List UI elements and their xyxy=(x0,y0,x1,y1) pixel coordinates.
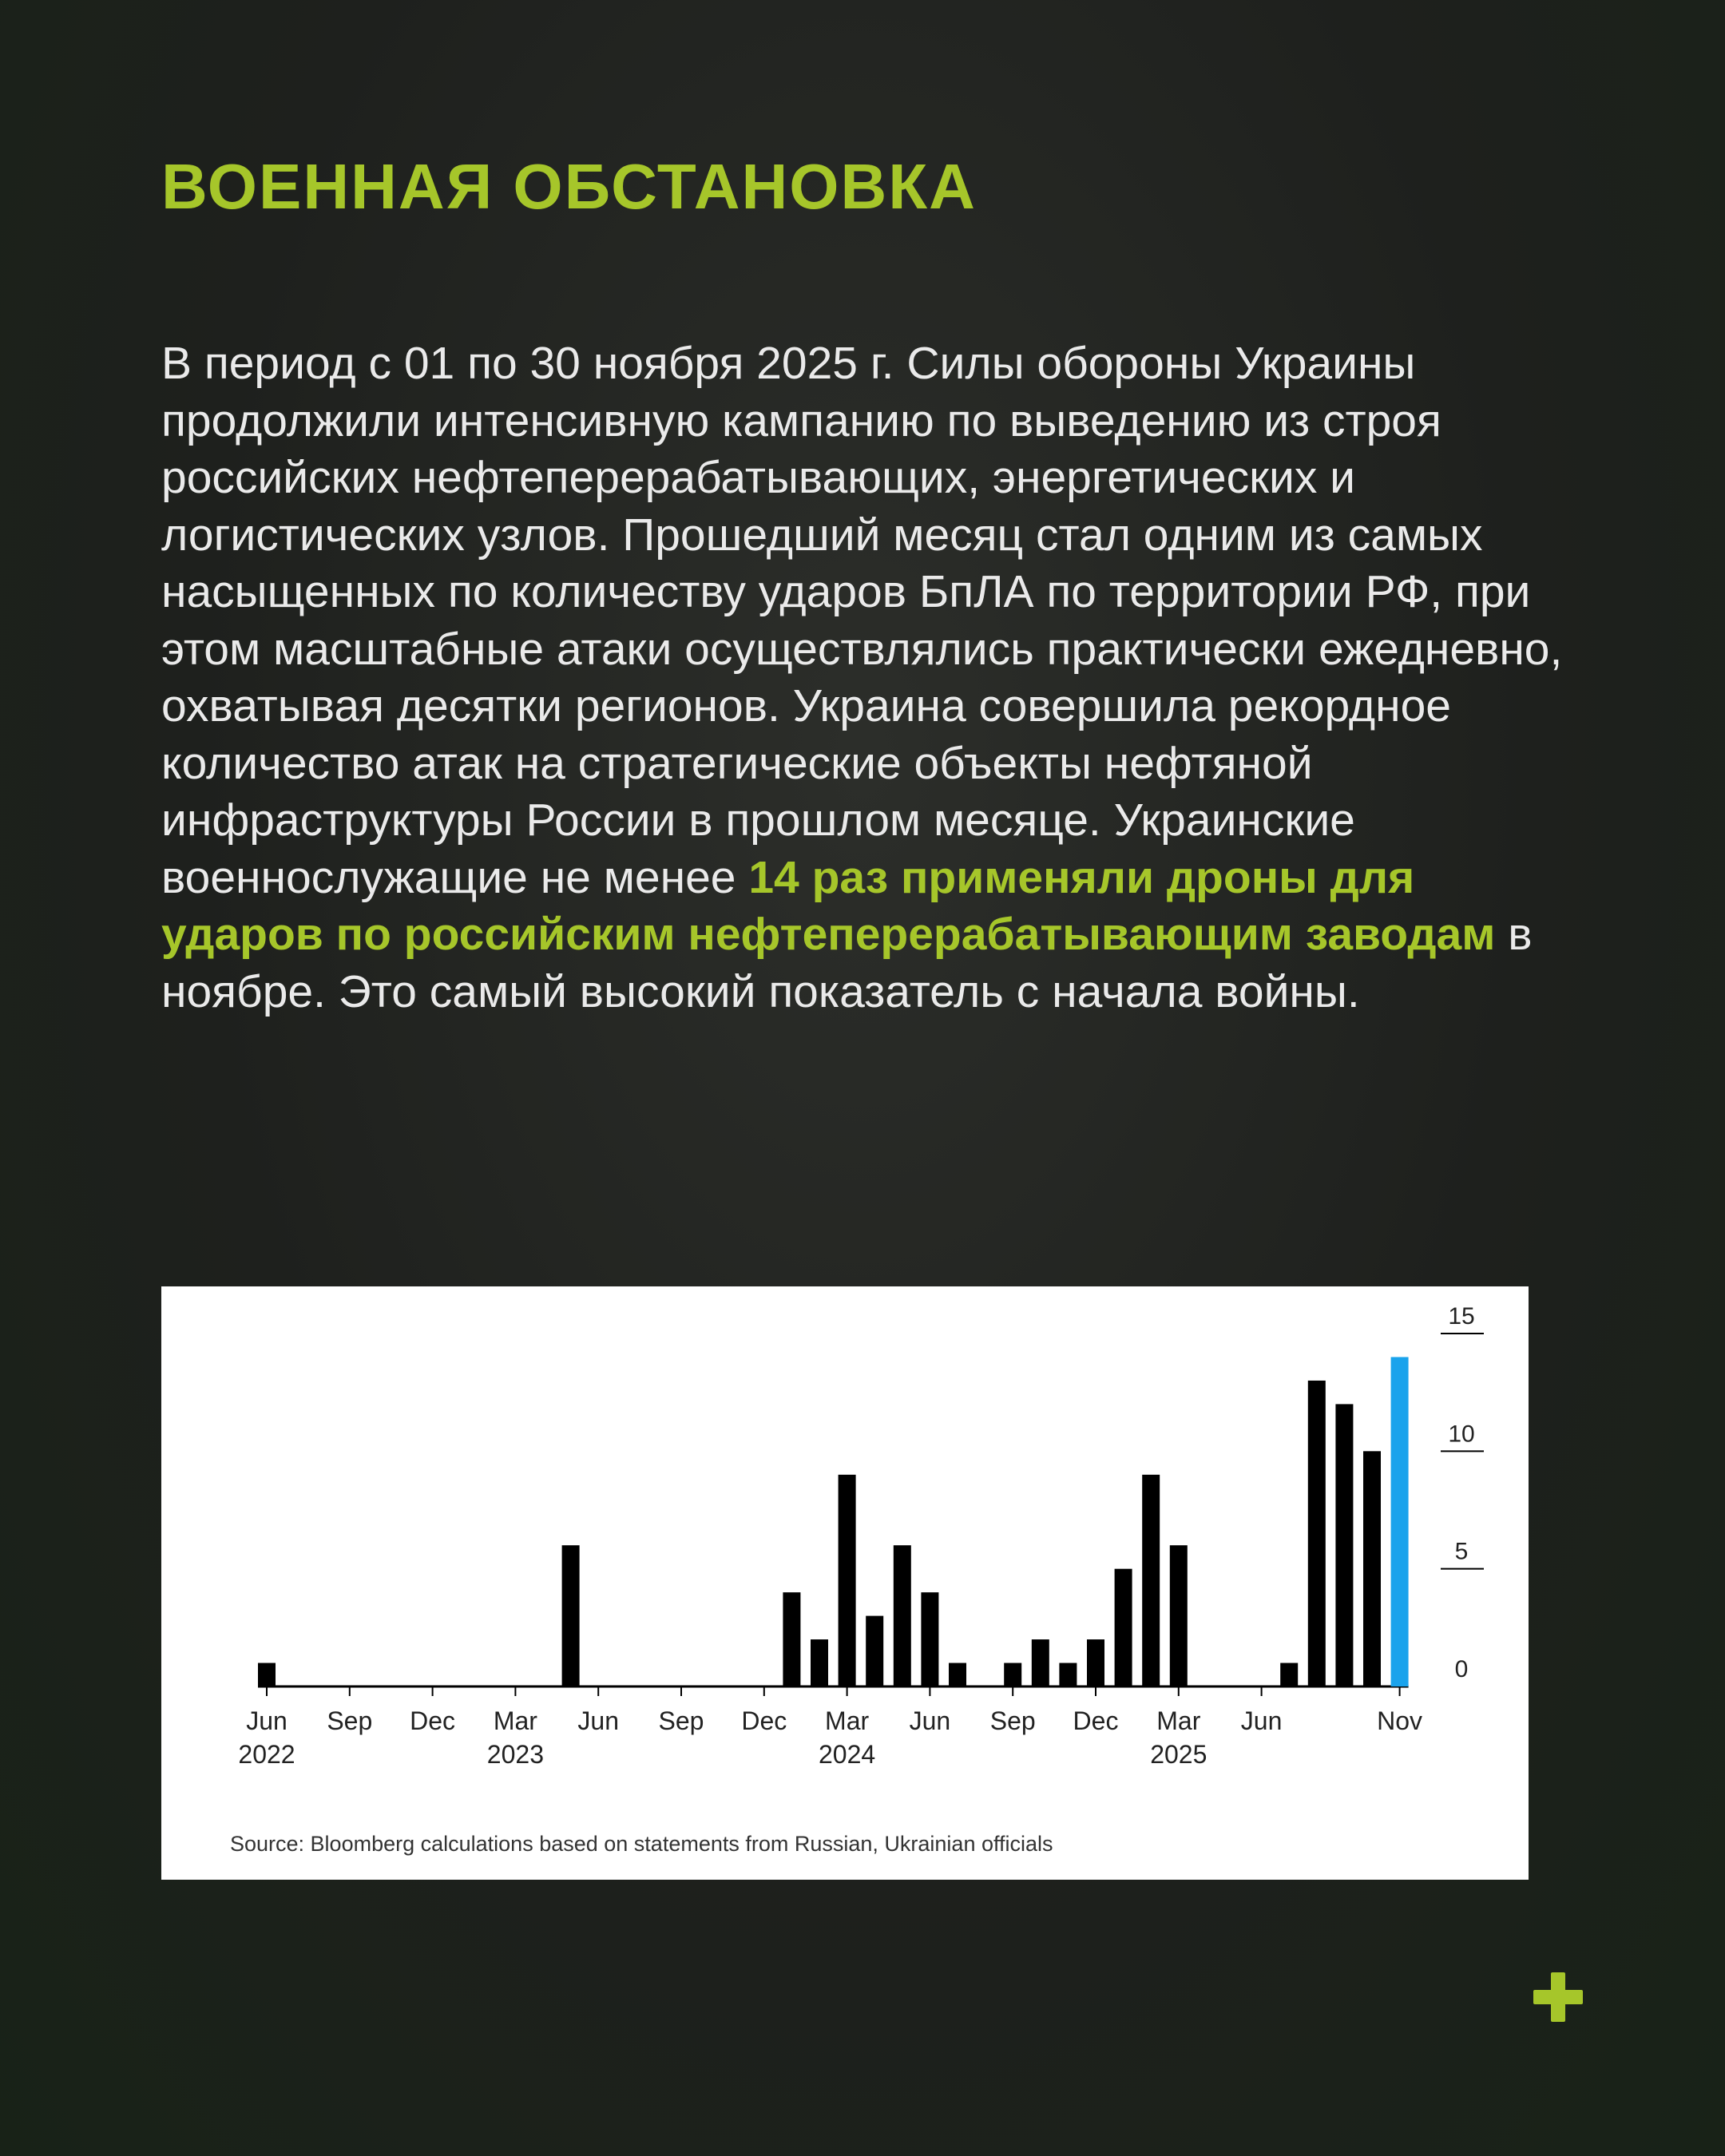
y-tick-label: 5 xyxy=(1454,1538,1469,1565)
x-tick-label: Sep xyxy=(989,1706,1036,1735)
chart-bar xyxy=(1142,1475,1160,1686)
page-title: ВОЕННАЯ ОБСТАНОВКА xyxy=(161,151,977,222)
x-tick-label: Jun xyxy=(246,1706,288,1735)
chart-bar xyxy=(1115,1569,1132,1686)
chart-bar xyxy=(1308,1381,1326,1686)
chart-bar xyxy=(894,1545,911,1686)
chart-bar xyxy=(949,1663,966,1686)
x-tick-label: Mar xyxy=(825,1706,870,1735)
chart-bar xyxy=(921,1592,938,1686)
x-tick-label: Mar xyxy=(493,1706,537,1735)
chart-bar xyxy=(783,1592,800,1686)
x-tick-year-label: 2022 xyxy=(238,1740,295,1769)
chart-bar xyxy=(562,1545,580,1686)
x-tick-year-label: 2025 xyxy=(1150,1740,1208,1769)
y-tick-label: 0 xyxy=(1454,1656,1469,1682)
body-highlight: 14 раз применяли дроны для ударов по российским нефтеперерабатывающим заводам xyxy=(161,851,1496,960)
x-tick-label: Dec xyxy=(741,1706,787,1735)
body-paragraph xyxy=(161,335,1567,1021)
chart-bar xyxy=(1059,1663,1077,1686)
x-tick-label: Dec xyxy=(410,1706,456,1735)
strike-chart xyxy=(161,1286,1529,1880)
chart-bar xyxy=(258,1663,276,1686)
chart-bar xyxy=(1335,1404,1353,1686)
x-tick-year-label: 2023 xyxy=(486,1740,544,1769)
x-tick-label: Mar xyxy=(1156,1706,1201,1735)
chart-card xyxy=(161,1286,1529,1880)
chart-bar xyxy=(1170,1545,1188,1686)
x-tick-label: Dec xyxy=(1073,1706,1119,1735)
x-tick-label: Jun xyxy=(909,1706,951,1735)
chart-bar xyxy=(866,1616,883,1686)
chart-bar xyxy=(839,1475,856,1686)
body-text-before: В период с 01 по 30 ноября 2025 г. Силы обороны Украины продолжили интенсивную кампанию по выведению из строя российских нефтеперерабатывающих, энергетических и логистических узлов. Прошедший месяц стал одним из самых насыщенных по количеству ударов БпЛА по территории РФ, при этом масштабные атаки осуществлялись практически ежедневно, охватывая десятки регионов. Украина совершила рекордное количество атак на стратегические объекты нефтяной инфраструктуры России в прошлом месяце. Украинские военнослужащие не менее xyxy=(161,338,1563,903)
chart-bar xyxy=(1363,1451,1381,1686)
x-tick-year-label: 2024 xyxy=(819,1740,876,1769)
chart-bar-highlight xyxy=(1391,1357,1409,1686)
chart-bar xyxy=(811,1639,828,1686)
y-tick-label: 15 xyxy=(1448,1303,1475,1330)
chart-source: Source: Bloomberg calculations based on statements from Russian, Ukrainian officials xyxy=(230,1832,1053,1856)
chart-bar xyxy=(1004,1663,1021,1686)
plus-icon xyxy=(1533,1972,1583,2022)
x-tick-label: Sep xyxy=(327,1706,373,1735)
x-tick-label: Jun xyxy=(577,1706,619,1735)
y-tick-label: 10 xyxy=(1448,1421,1475,1448)
chart-bar xyxy=(1280,1663,1298,1686)
x-tick-label: Jun xyxy=(1240,1706,1283,1735)
chart-bar xyxy=(1032,1639,1049,1686)
chart-bar xyxy=(1087,1639,1104,1686)
x-tick-label: Nov xyxy=(1377,1706,1423,1735)
body-text-after: в ноябре. Это самый высокий показатель с начала войны. xyxy=(161,909,1533,1017)
x-tick-label: Sep xyxy=(658,1706,704,1735)
